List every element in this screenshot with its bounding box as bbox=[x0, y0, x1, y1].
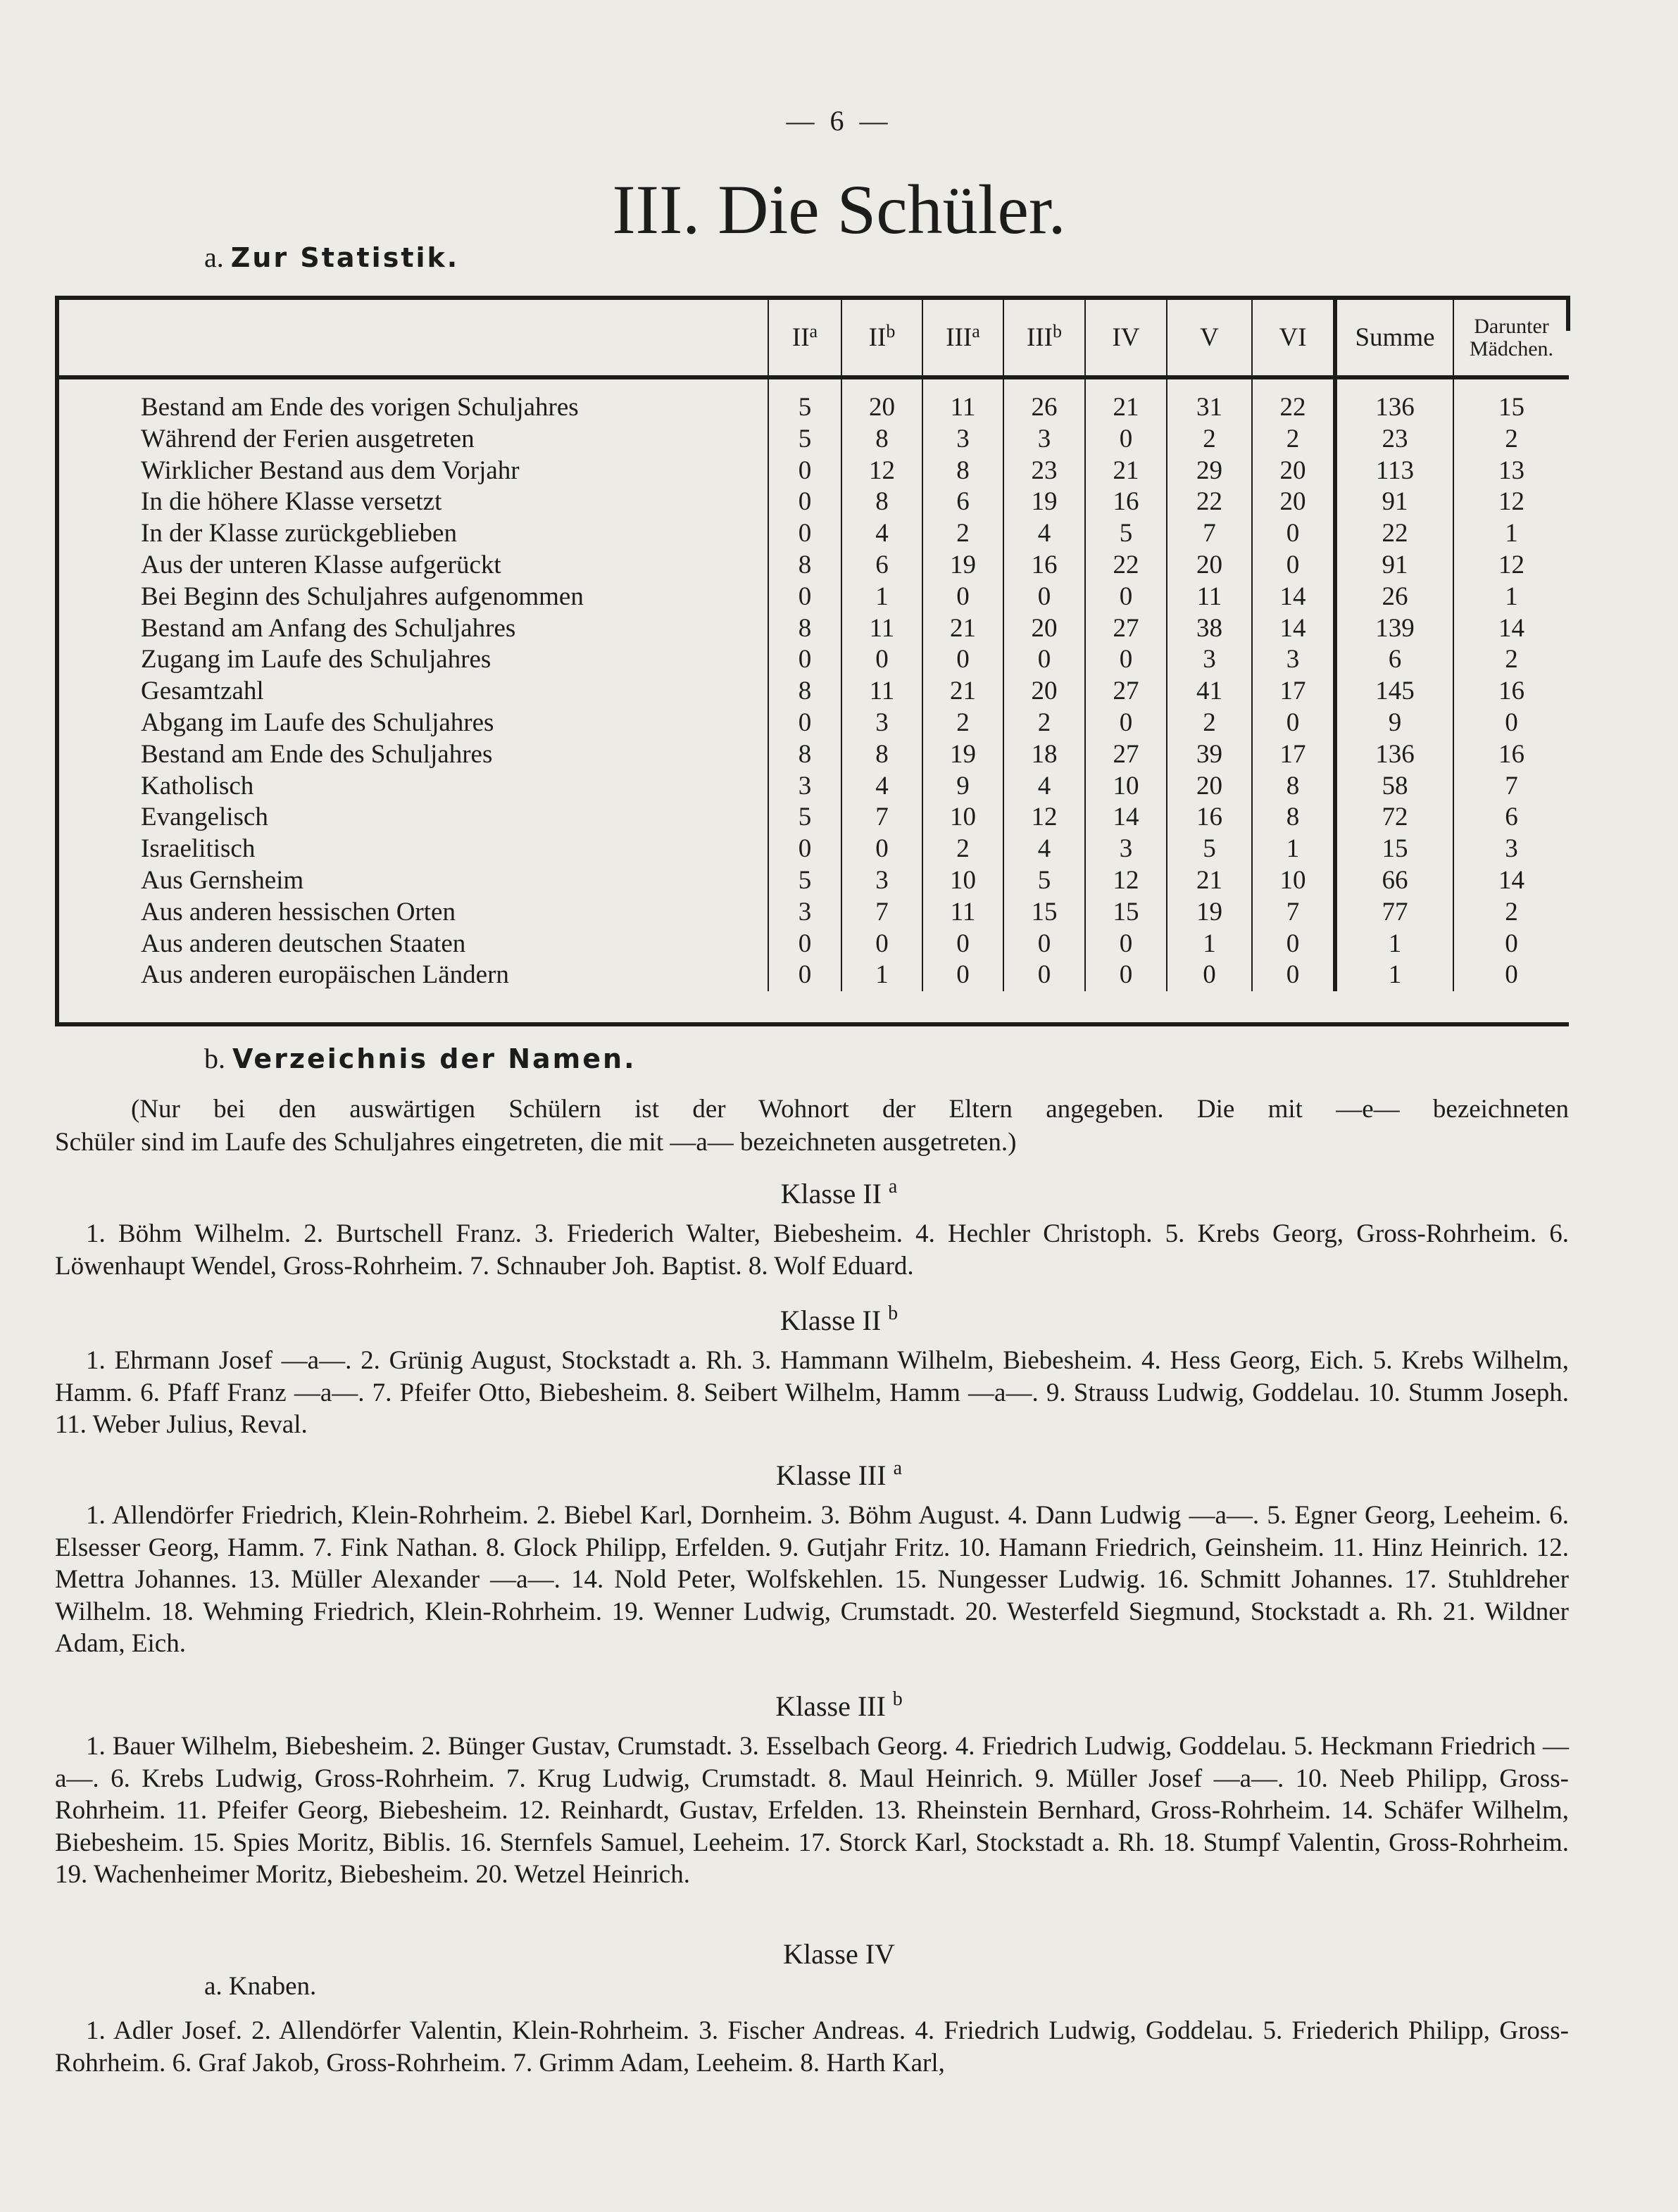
table-cell: 0 bbox=[768, 582, 841, 613]
table-cell: 4 bbox=[1003, 771, 1085, 803]
table-cell: 8 bbox=[841, 486, 922, 518]
table-cell: 0 bbox=[841, 834, 922, 865]
table-cell: 1 bbox=[1453, 582, 1569, 613]
klasse-iib-heading bbox=[0, 1304, 1678, 1337]
table-cell: 0 bbox=[768, 834, 841, 865]
table-cell: 3 bbox=[1252, 644, 1335, 676]
column-header bbox=[1167, 300, 1252, 377]
klasse-iia-list bbox=[55, 1218, 1569, 1282]
table-cell: 136 bbox=[1335, 377, 1453, 424]
column-header-main: Summe bbox=[1355, 323, 1435, 352]
table-cell: 11 bbox=[922, 897, 1003, 929]
table-cell: 1 bbox=[1335, 960, 1453, 991]
table-cell: 139 bbox=[1335, 613, 1453, 645]
klasse-iiia-title: Klasse III bbox=[775, 1459, 887, 1491]
table-cell: 6 bbox=[922, 486, 1003, 518]
table-row bbox=[59, 865, 1569, 897]
table-cell: 6 bbox=[841, 550, 922, 582]
table-cell: 4 bbox=[1003, 518, 1085, 550]
section-a-label: Zur Statistik. bbox=[230, 242, 460, 273]
intro-line-2: Schüler sind im Laufe des Schuljahres eingetreten, die mit —a— bezeichneten ausgetreten.) bbox=[55, 1128, 1017, 1157]
page-title: III. Die Schüler. bbox=[612, 170, 1066, 249]
table-cell: 0 bbox=[1252, 960, 1335, 991]
klasse-iv-sublabel: a. Knaben. bbox=[204, 1972, 317, 2001]
column-header-sup: a bbox=[972, 321, 980, 341]
table-cell: 91 bbox=[1335, 550, 1453, 582]
table-cell: 8 bbox=[768, 550, 841, 582]
table-cell: 8 bbox=[1252, 802, 1335, 834]
column-header-main: II bbox=[868, 323, 887, 352]
statistics-table bbox=[59, 300, 1569, 991]
table-row bbox=[59, 960, 1569, 991]
row-label: Evangelisch bbox=[141, 803, 268, 832]
table-cell: 5 bbox=[1085, 518, 1167, 550]
table-cell: 2 bbox=[1453, 897, 1569, 929]
table-row bbox=[59, 550, 1569, 582]
table-cell: 10 bbox=[1085, 771, 1167, 803]
table-cell: 41 bbox=[1167, 676, 1252, 708]
table-cell: 20 bbox=[841, 377, 922, 424]
table-cell: 5 bbox=[768, 424, 841, 455]
table-cell: 9 bbox=[1335, 708, 1453, 739]
table-cell: 0 bbox=[841, 644, 922, 676]
table-cell: 0 bbox=[1003, 929, 1085, 960]
table-cell: 2 bbox=[1252, 424, 1335, 455]
table-cell: 16 bbox=[1003, 550, 1085, 582]
table-cell: 0 bbox=[922, 929, 1003, 960]
table-row bbox=[59, 897, 1569, 929]
table-cell: 0 bbox=[1252, 518, 1335, 550]
table-cell: 1 bbox=[1335, 929, 1453, 960]
table-row bbox=[59, 455, 1569, 487]
table-cell: 11 bbox=[922, 377, 1003, 424]
section-b-prefix: b. bbox=[204, 1043, 225, 1074]
table-cell: 0 bbox=[1085, 644, 1167, 676]
table-cell: 7 bbox=[1453, 771, 1569, 803]
klasse-iiia-text: 1. Allendörfer Friedrich, Klein-Rohrheim. 2. Biebel Karl, Dornheim. 3. Böhm August. 4. Dann Ludwig —a—. 5. Egner Georg, Leeheim. 6. Elsesser Georg, Hamm. 7. Fink Nathan. 8. Glock Philipp, Erfelden. 9. Gutjahr Fritz. 10. Hamann Friedrich, Geinsheim. 11. Hinz Heinrich. 12. Mettra Johannes. 13. Müller Alexander —a—. 14. Nold Peter, Wolfskehlen. 15. Nungesser Ludwig. 16. Schmitt Johannes. 17. Stuhldreher Wilhelm. 18. Wehming Friedrich, Klein-Rohrheim. 19. Wenner Ludwig, Crumstadt. 20. Westerfeld Siegmund, Stockstadt a. Rh. 21. Wildner Adam, Eich. bbox=[55, 1501, 1569, 1659]
table-cell: 23 bbox=[1003, 455, 1085, 487]
table-cell: 3 bbox=[1167, 644, 1252, 676]
table-cell: 7 bbox=[841, 802, 922, 834]
klasse-iv-list bbox=[55, 2015, 1569, 2079]
table-cell: 2 bbox=[922, 518, 1003, 550]
header-label-cell bbox=[59, 300, 768, 377]
table-cell: 0 bbox=[841, 929, 922, 960]
klasse-iv-heading bbox=[0, 1937, 1678, 1971]
table-cell: 39 bbox=[1167, 739, 1252, 771]
row-label: Wirklicher Bestand aus dem Vorjahr bbox=[141, 455, 520, 485]
klasse-iib-sup: b bbox=[888, 1302, 899, 1324]
table-cell: 0 bbox=[1003, 582, 1085, 613]
table-cell: 0 bbox=[768, 644, 841, 676]
table-cell: 0 bbox=[1085, 424, 1167, 455]
table-row bbox=[59, 644, 1569, 676]
table-cell: 6 bbox=[1453, 802, 1569, 834]
table-cell: 16 bbox=[1453, 676, 1569, 708]
table-row bbox=[59, 771, 1569, 803]
table-cell: 14 bbox=[1085, 802, 1167, 834]
table-cell: 6 bbox=[1335, 644, 1453, 676]
column-header bbox=[768, 300, 841, 377]
row-label: In die höhere Klasse versetzt bbox=[141, 487, 442, 517]
klasse-iiia-heading bbox=[0, 1459, 1678, 1492]
table-cell: 38 bbox=[1167, 613, 1252, 645]
row-label: In der Klasse zurückgeblieben bbox=[141, 519, 457, 548]
row-label: Aus der unteren Klasse aufgerückt bbox=[141, 550, 501, 579]
table-row bbox=[59, 834, 1569, 865]
table-row bbox=[59, 613, 1569, 645]
table-cell: 0 bbox=[768, 486, 841, 518]
row-label: Gesamtzahl bbox=[141, 677, 264, 706]
row-label: Zugang im Laufe des Schuljahres bbox=[141, 645, 491, 674]
table-cell: 12 bbox=[1003, 802, 1085, 834]
table-cell: 11 bbox=[841, 613, 922, 645]
table-cell: 22 bbox=[1335, 518, 1453, 550]
table-cell: 0 bbox=[768, 455, 841, 487]
table-cell: 136 bbox=[1335, 739, 1453, 771]
table-cell: 5 bbox=[1167, 834, 1252, 865]
table-cell: 17 bbox=[1252, 739, 1335, 771]
table-cell: 26 bbox=[1335, 582, 1453, 613]
section-a-prefix: a. bbox=[204, 241, 224, 273]
statistics-table-frame bbox=[55, 296, 1569, 1026]
column-header bbox=[1252, 300, 1335, 377]
column-header bbox=[922, 300, 1003, 377]
table-cell: 12 bbox=[1453, 550, 1569, 582]
column-header-sup: a bbox=[809, 321, 818, 341]
section-b-label: Verzeichnis der Namen. bbox=[232, 1043, 637, 1074]
klasse-iib-list bbox=[55, 1345, 1569, 1441]
table-cell: 0 bbox=[1167, 960, 1252, 991]
table-cell: 22 bbox=[1252, 377, 1335, 424]
table-cell: 77 bbox=[1335, 897, 1453, 929]
table-cell: 12 bbox=[1085, 865, 1167, 897]
table-cell: 145 bbox=[1335, 676, 1453, 708]
row-label: Während der Ferien ausgetreten bbox=[141, 424, 475, 453]
klasse-iiib-list bbox=[55, 1730, 1569, 1891]
table-cell: 20 bbox=[1252, 486, 1335, 518]
table-row bbox=[59, 929, 1569, 960]
klasse-iiib-heading bbox=[0, 1690, 1678, 1723]
table-cell: 8 bbox=[768, 739, 841, 771]
table-cell: 14 bbox=[1252, 582, 1335, 613]
names-intro bbox=[55, 1093, 1569, 1159]
table-cell: 3 bbox=[841, 865, 922, 897]
table-cell: 15 bbox=[1003, 897, 1085, 929]
row-label: Bestand am Ende des vorigen Schuljahres bbox=[141, 393, 579, 422]
table-cell: 0 bbox=[1003, 644, 1085, 676]
table-cell: 19 bbox=[1003, 486, 1085, 518]
table-cell: 3 bbox=[1085, 834, 1167, 865]
table-cell: 3 bbox=[768, 897, 841, 929]
klasse-iiib-text: 1. Bauer Wilhelm, Biebesheim. 2. Bünger Gustav, Crumstadt. 3. Esselbach Georg. 4. Friedrich Ludwig, Goddelau. 5. Heckmann Friedrich —a—. 6. Krebs Ludwig, Gross-Rohrheim. 7. Krug Ludwig, Crumstadt. 8. Maul Heinrich. 9. Müller Josef —a—. 10. Neeb Philipp, Gross-Rohrheim. 11. Pfeifer Georg, Biebesheim. 12. Reinhardt, Gustav, Erfelden. 13. Rheinstein Bernhard, Gross-Rohrheim. 14. Schäfer Wilhelm, Biebesheim. 15. Spies Moritz, Biblis. 16. Sternfels Samuel, Leeheim. 17. Storck Karl, Stockstadt a. Rh. 18. Stumpf Valentin, Gross-Rohrheim. 19. Wachenheimer Moritz, Biebesheim. 20. Wetzel Heinrich. bbox=[55, 1732, 1569, 1890]
table-cell: 1 bbox=[1453, 518, 1569, 550]
table-cell: 5 bbox=[768, 802, 841, 834]
table-cell: 23 bbox=[1335, 424, 1453, 455]
table-cell: 21 bbox=[1085, 377, 1167, 424]
table-cell: 8 bbox=[841, 739, 922, 771]
column-header-main: VI bbox=[1279, 323, 1307, 352]
table-cell: 3 bbox=[1003, 424, 1085, 455]
page-number: — 6 — bbox=[786, 105, 892, 137]
table-cell: 21 bbox=[1085, 455, 1167, 487]
table-cell: 2 bbox=[922, 834, 1003, 865]
table-cell: 16 bbox=[1085, 486, 1167, 518]
table-cell: 7 bbox=[841, 897, 922, 929]
table-cell: 0 bbox=[1085, 929, 1167, 960]
row-label: Aus Gernsheim bbox=[141, 865, 304, 895]
table-cell: 20 bbox=[1167, 771, 1252, 803]
table-cell: 0 bbox=[922, 644, 1003, 676]
row-label: Israelitisch bbox=[141, 834, 256, 864]
table-header-row bbox=[59, 300, 1569, 377]
column-header-main: II bbox=[791, 323, 810, 352]
table-body bbox=[59, 377, 1569, 991]
table-cell: 2 bbox=[1167, 424, 1252, 455]
section-a-heading bbox=[204, 241, 459, 274]
column-header-darunter-line1: Darunter bbox=[1474, 314, 1549, 338]
table-cell: 0 bbox=[768, 708, 841, 739]
klasse-iia-sup: a bbox=[888, 1176, 898, 1198]
table-cell: 1 bbox=[841, 960, 922, 991]
table-cell: 3 bbox=[1453, 834, 1569, 865]
table-cell: 22 bbox=[1085, 550, 1167, 582]
row-label: Aus anderen hessischen Orten bbox=[141, 897, 456, 926]
row-label: Abgang im Laufe des Schuljahres bbox=[141, 708, 494, 737]
table-cell: 19 bbox=[922, 739, 1003, 771]
table-cell: 31 bbox=[1167, 377, 1252, 424]
table-cell: 12 bbox=[841, 455, 922, 487]
table-cell: 58 bbox=[1335, 771, 1453, 803]
table-cell: 20 bbox=[1252, 455, 1335, 487]
table-cell: 4 bbox=[841, 771, 922, 803]
table-row bbox=[59, 582, 1569, 613]
table-cell: 20 bbox=[1167, 550, 1252, 582]
column-header-sup: b bbox=[1052, 321, 1062, 341]
table-cell: 7 bbox=[1167, 518, 1252, 550]
table-cell: 0 bbox=[922, 960, 1003, 991]
table-row bbox=[59, 676, 1569, 708]
table-cell: 2 bbox=[1167, 708, 1252, 739]
table-row bbox=[59, 518, 1569, 550]
column-header-main: V bbox=[1200, 323, 1219, 352]
table-cell: 16 bbox=[1453, 739, 1569, 771]
table-cell: 0 bbox=[1085, 582, 1167, 613]
table-cell: 0 bbox=[1252, 550, 1335, 582]
table-row bbox=[59, 708, 1569, 739]
table-cell: 9 bbox=[922, 771, 1003, 803]
table-cell: 7 bbox=[1252, 897, 1335, 929]
table-cell: 0 bbox=[1453, 708, 1569, 739]
table-cell: 0 bbox=[768, 960, 841, 991]
klasse-iiia-sup: a bbox=[893, 1457, 903, 1479]
table-cell: 16 bbox=[1167, 802, 1252, 834]
table-cell: 0 bbox=[768, 518, 841, 550]
table-cell: 0 bbox=[922, 582, 1003, 613]
table-cell: 19 bbox=[922, 550, 1003, 582]
table-cell: 0 bbox=[1453, 960, 1569, 991]
row-label: Bei Beginn des Schuljahres aufgenommen bbox=[141, 582, 584, 611]
table-cell: 0 bbox=[1252, 708, 1335, 739]
column-header-main: III bbox=[946, 323, 972, 352]
table-cell: 5 bbox=[768, 865, 841, 897]
table-cell: 2 bbox=[1453, 644, 1569, 676]
table-cell: 27 bbox=[1085, 676, 1167, 708]
table-cell: 19 bbox=[1167, 897, 1252, 929]
table-cell: 10 bbox=[1252, 865, 1335, 897]
table-cell: 15 bbox=[1085, 897, 1167, 929]
table-cell: 0 bbox=[1453, 929, 1569, 960]
column-header bbox=[1085, 300, 1167, 377]
table-cell: 2 bbox=[922, 708, 1003, 739]
table-cell: 15 bbox=[1453, 377, 1569, 424]
table-cell: 14 bbox=[1453, 865, 1569, 897]
table-cell: 1 bbox=[1167, 929, 1252, 960]
column-header-main: IV bbox=[1112, 323, 1140, 352]
table-cell: 1 bbox=[841, 582, 922, 613]
row-label: Bestand am Anfang des Schuljahres bbox=[141, 613, 516, 643]
table-row bbox=[59, 377, 1569, 424]
table-cell: 8 bbox=[768, 613, 841, 645]
table-cell: 20 bbox=[1003, 613, 1085, 645]
table-cell: 10 bbox=[922, 865, 1003, 897]
table-cell: 17 bbox=[1252, 676, 1335, 708]
table-cell: 0 bbox=[1003, 960, 1085, 991]
column-header-main: III bbox=[1027, 323, 1053, 352]
table-cell: 22 bbox=[1167, 486, 1252, 518]
table-cell: 5 bbox=[1003, 865, 1085, 897]
row-label: Bestand am Ende des Schuljahres bbox=[141, 739, 493, 769]
table-cell: 21 bbox=[922, 676, 1003, 708]
table-cell: 3 bbox=[841, 708, 922, 739]
table-cell: 26 bbox=[1003, 377, 1085, 424]
table-cell: 8 bbox=[1252, 771, 1335, 803]
klasse-iiib-sup: b bbox=[892, 1688, 903, 1710]
table-cell: 10 bbox=[922, 802, 1003, 834]
table-cell: 8 bbox=[922, 455, 1003, 487]
section-b-heading bbox=[204, 1042, 637, 1075]
row-label: Aus anderen europäischen Ländern bbox=[141, 960, 509, 990]
table-cell: 0 bbox=[1252, 929, 1335, 960]
table-cell: 27 bbox=[1085, 739, 1167, 771]
row-label: Katholisch bbox=[141, 771, 254, 800]
klasse-iia-heading bbox=[0, 1177, 1678, 1210]
table-cell: 15 bbox=[1335, 834, 1453, 865]
table-row bbox=[59, 802, 1569, 834]
table-cell: 21 bbox=[922, 613, 1003, 645]
table-cell: 2 bbox=[1453, 424, 1569, 455]
klasse-iv-title: Klasse IV bbox=[783, 1938, 895, 1970]
table-cell: 11 bbox=[841, 676, 922, 708]
table-cell: 21 bbox=[1167, 865, 1252, 897]
table-cell: 113 bbox=[1335, 455, 1453, 487]
klasse-iv-text: 1. Adler Josef. 2. Allendörfer Valentin, Klein-Rohrheim. 3. Fischer Andreas. 4. Friedrich Ludwig, Goddelau. 5. Friederich Philipp, Gross-Rohrheim. 6. Graf Jakob, Gross-Rohrheim. 7. Grimm Adam, Leeheim. 8. Harth Karl, bbox=[55, 2016, 1569, 2078]
table-cell: 91 bbox=[1335, 486, 1453, 518]
table-row bbox=[59, 739, 1569, 771]
row-label: Aus anderen deutschen Staaten bbox=[141, 929, 466, 958]
column-header bbox=[841, 300, 922, 377]
table-cell: 5 bbox=[768, 377, 841, 424]
column-header-darunter-line2: Mädchen. bbox=[1469, 337, 1554, 360]
table-cell: 18 bbox=[1003, 739, 1085, 771]
table-row bbox=[59, 486, 1569, 518]
table-cell: 20 bbox=[1003, 676, 1085, 708]
column-header bbox=[1003, 300, 1085, 377]
table-row bbox=[59, 424, 1569, 455]
klasse-iia-text: 1. Böhm Wilhelm. 2. Burtschell Franz. 3. Friederich Walter, Biebesheim. 4. Hechler Christoph. 5. Krebs Georg, Gross-Rohrheim. 6. Löwenhaupt Wendel, Gross-Rohrheim. 7. Schnauber Joh. Baptist. 8. Wolf Eduard. bbox=[55, 1219, 1569, 1281]
table-cell: 13 bbox=[1453, 455, 1569, 487]
table-cell: 8 bbox=[841, 424, 922, 455]
table-cell: 14 bbox=[1453, 613, 1569, 645]
table-cell: 2 bbox=[1003, 708, 1085, 739]
klasse-iiib-title: Klasse III bbox=[775, 1690, 886, 1722]
klasse-iia-title: Klasse II bbox=[780, 1178, 882, 1209]
table-cell: 0 bbox=[768, 929, 841, 960]
klasse-iiia-list bbox=[55, 1500, 1569, 1660]
column-header bbox=[1335, 300, 1453, 377]
klasse-iib-text: 1. Ehrmann Josef —a—. 2. Grünig August, Stockstadt a. Rh. 3. Hammann Wilhelm, Biebesheim. 4. Hess Georg, Eich. 5. Krebs Wilhelm, Hamm. 6. Pfaff Franz —a—. 7. Pfeifer Otto, Biebesheim. 8. Seibert Wilhelm, Hamm —a—. 9. Strauss Ludwig, Goddelau. 10. Stumm Joseph. 11. Weber Julius, Reval. bbox=[55, 1346, 1569, 1440]
table-cell: 0 bbox=[1085, 708, 1167, 739]
table-cell: 14 bbox=[1252, 613, 1335, 645]
table-cell: 8 bbox=[768, 676, 841, 708]
table-cell: 11 bbox=[1167, 582, 1252, 613]
table-cell: 3 bbox=[922, 424, 1003, 455]
table-cell: 4 bbox=[841, 518, 922, 550]
column-header-darunter bbox=[1453, 300, 1569, 377]
table-cell: 27 bbox=[1085, 613, 1167, 645]
table-cell: 4 bbox=[1003, 834, 1085, 865]
table-cell: 3 bbox=[768, 771, 841, 803]
table-cell: 72 bbox=[1335, 802, 1453, 834]
table-cell: 0 bbox=[1085, 960, 1167, 991]
intro-line-1: (Nur bei den auswärtigen Schülern ist der Wohnort der Eltern angegeben. Die mit —e— bezeichneten bbox=[131, 1095, 1569, 1124]
table-cell: 29 bbox=[1167, 455, 1252, 487]
column-header-sup: b bbox=[886, 321, 896, 341]
table-cell: 1 bbox=[1252, 834, 1335, 865]
klasse-iib-title: Klasse II bbox=[779, 1305, 882, 1336]
table-cell: 12 bbox=[1453, 486, 1569, 518]
table-cell: 66 bbox=[1335, 865, 1453, 897]
